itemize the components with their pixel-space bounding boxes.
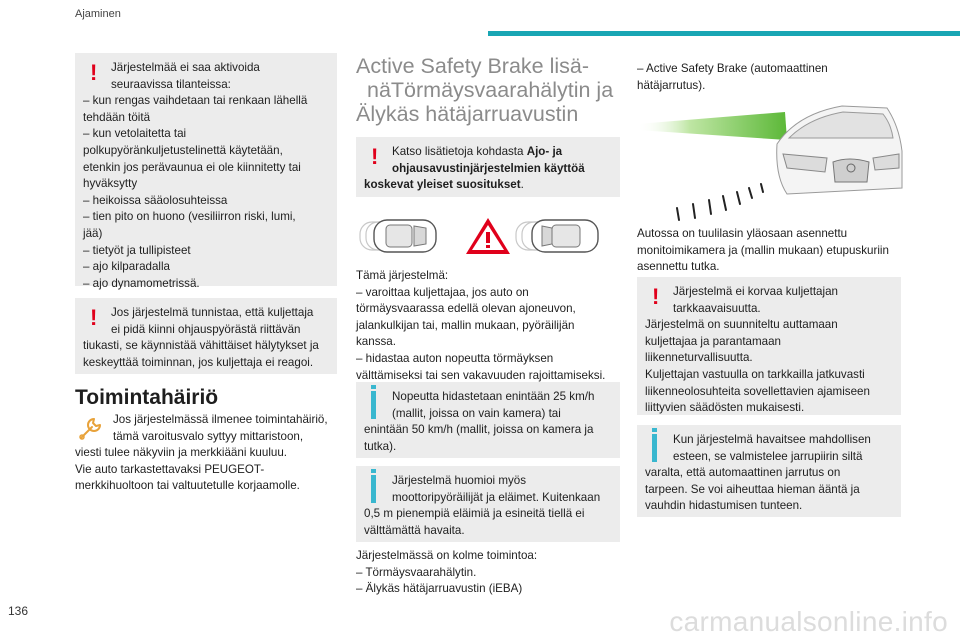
warning-exclamation-icon: ! (90, 60, 98, 85)
text-line: Vie auto tarkastettavaksi PEUGEOT- (75, 462, 265, 476)
text-line: Tämä järjestelmä: (356, 269, 449, 282)
warning-box-steering (75, 298, 337, 374)
text-line: Järjestelmä ei korvaa kuljettajan (673, 285, 838, 298)
title-line: Active Safety Brake lisä- (356, 54, 590, 78)
info-box-braking (637, 425, 901, 517)
text-line: liikenneturvallisuutta. (645, 351, 753, 365)
text-line: Kun järjestelmä havaitsee mahdollisen (673, 433, 871, 446)
text-line: hyväksytty (83, 177, 138, 191)
sensor-description (637, 226, 907, 276)
text-line: ohjausavustinjärjestelmien käyttöä (392, 161, 585, 175)
title-line: Älykäs hätäjarruavustin (356, 102, 579, 126)
text-line: etenkin jos perävaunua ei ole kiinnitetty tai (83, 160, 301, 174)
text-line: Katso lisätietoja kohdasta Ajo- ja (392, 145, 563, 158)
text-line: – Active Safety Brake (automaattinen (637, 62, 828, 75)
text-line: enintään 50 km/h (mallit, joissa on kamera ja (364, 423, 594, 437)
info-icon (371, 391, 376, 419)
text-line: Järjestelmää ei saa aktivoida (111, 61, 260, 74)
text-line: Jos järjestelmä tunnistaa, että kuljettaja (111, 306, 314, 319)
text-line: vauhdin hidastumisen tunteen. (645, 499, 803, 513)
text-line: – hidastaa auton nopeutta törmäyksen (356, 351, 554, 365)
info-icon (371, 475, 376, 503)
text-line: Kuljettajan vastuulla on tarkkailla jatkuvasti (645, 367, 865, 381)
section-title: Ajaminen (75, 8, 121, 20)
text-line: – heikoissa sääolosuhteissa (83, 193, 228, 207)
system-description (356, 268, 622, 384)
text-line: seuraavissa tilanteissa: (111, 77, 231, 91)
text-line: kanssa. (356, 335, 396, 349)
header-accent-bar (488, 31, 960, 36)
malfunction-text (75, 412, 341, 495)
text-line: – kun rengas vaihdetaan tai renkaan lähellä (83, 94, 308, 108)
functions-list (356, 548, 622, 598)
text-line: keskeyttää toiminnan, jos kuljettaja ei reagoi. (83, 355, 314, 369)
text-line: – tietyöt ja tullipisteet (83, 243, 191, 257)
text-line: Järjestelmässä on kolme toimintoa: (356, 549, 538, 562)
text-line: – Älykäs hätäjarruavustin (iEBA) (356, 582, 523, 596)
car-sensor-beam-illustration (637, 96, 905, 224)
text-line: koskevat yleiset suositukset. (364, 178, 524, 192)
text-line: (mallit, joissa on vain kamera) tai (392, 406, 561, 420)
warning-exclamation-icon: ! (652, 284, 660, 309)
collision-warning-diagram (356, 212, 620, 260)
text-line: – Törmäysvaarahälytin. (356, 565, 477, 579)
text-line: tämä varoitusvalo syttyy mittaristoon, (113, 429, 304, 443)
text-line: Autossa on tuulilasin yläosaan asennettu (637, 227, 848, 240)
text-line: Järjestelmä huomioi myös (392, 474, 527, 487)
text-line: liittyvien säädösten mukaisesti. (645, 401, 805, 415)
warning-box-reference (356, 137, 620, 197)
warning-box-activation (75, 53, 337, 290)
text-line: Järjestelmä on suunniteltu auttamaan (645, 318, 838, 332)
text-line: välttämättä havaita. (364, 523, 465, 537)
warning-box-responsibility (637, 277, 901, 415)
text-line: liikenneolosuhteita sovellettavien ajamiseen (645, 384, 870, 398)
text-line: 0,5 m pienempiä eläimiä ja esineitä tiellä ei (364, 507, 585, 521)
warning-exclamation-icon: ! (371, 144, 379, 169)
wrench-icon (75, 414, 105, 444)
text-line: – tien pito on huono (vesiliirron riski, lumi, (83, 210, 296, 224)
info-box-detection (356, 466, 620, 542)
text-line: – ajo kilparadalla (83, 260, 171, 274)
watermark: carmanualsonline.info (669, 606, 948, 637)
title-line: näTörmäysvaarahälytin ja (367, 78, 614, 102)
text-line: jalankulkijan tai, mallin mukaan, pyöräilijän (356, 318, 575, 332)
text-line: polkupyöränkuljetustelinettä käytetään, (83, 143, 283, 157)
text-line: monitoimikamera ja (mallin mukaan) etupuskuriin (637, 243, 889, 257)
info-icon (652, 434, 657, 462)
page-title (356, 54, 620, 126)
text-line: varalta, että automaattinen jarrutus on (645, 466, 841, 480)
text-line: tarkkaavaisuutta. (673, 301, 761, 315)
text-line: viesti tulee näkyviin ja merkkiääni kuuluu. (75, 446, 288, 460)
text-line: tutka). (364, 439, 397, 453)
text-line: – varoittaa kuljettajaa, jos auto on (356, 285, 529, 299)
text-line: törmäysvaarassa edellä olevan ajoneuvon, (356, 302, 576, 316)
text-line: – kun vetolaitetta tai (83, 127, 187, 141)
text-line: merkkihuoltoon tai valtuutetulle korjaamolle. (75, 479, 300, 493)
text-line: moottoripyöräilijät ja eläimet. Kuitenkaan (392, 490, 601, 504)
text-line: jää) (83, 226, 103, 240)
text-line: Jos järjestelmässä ilmenee toimintahäiriö, (113, 413, 328, 426)
text-line: tehdään töitä (83, 110, 151, 124)
page-number: 136 (8, 604, 29, 618)
text-line: välttämiseksi tai sen vakavuuden rajoittamiseksi. (356, 368, 606, 382)
text-line: – ajo dynamometrissä. (83, 276, 200, 290)
warning-exclamation-icon: ! (90, 305, 98, 330)
text-line: asennettu tutka. (637, 260, 720, 274)
text-line: ei pidä kiinni ohjauspyörästä riittävän (111, 322, 301, 336)
functions-list-continued (637, 61, 903, 94)
text-line: kuljettajaa ja parantamaan (645, 334, 781, 348)
text-line: hätäjarrutus). (637, 78, 706, 92)
text-line: tarpeen. Se voi aiheuttaa hieman ääntä ja (645, 482, 860, 496)
text-line: Nopeutta hidastetaan enintään 25 km/h (392, 390, 595, 403)
section-heading: Toimintahäiriö (75, 386, 219, 409)
info-box-speed (356, 382, 620, 458)
text-line: esteen, se valmistelee jarrupiirin siltä (673, 449, 863, 463)
text-line: tiukasti, se käynnistää vähittäiset hälytykset ja (83, 339, 319, 353)
